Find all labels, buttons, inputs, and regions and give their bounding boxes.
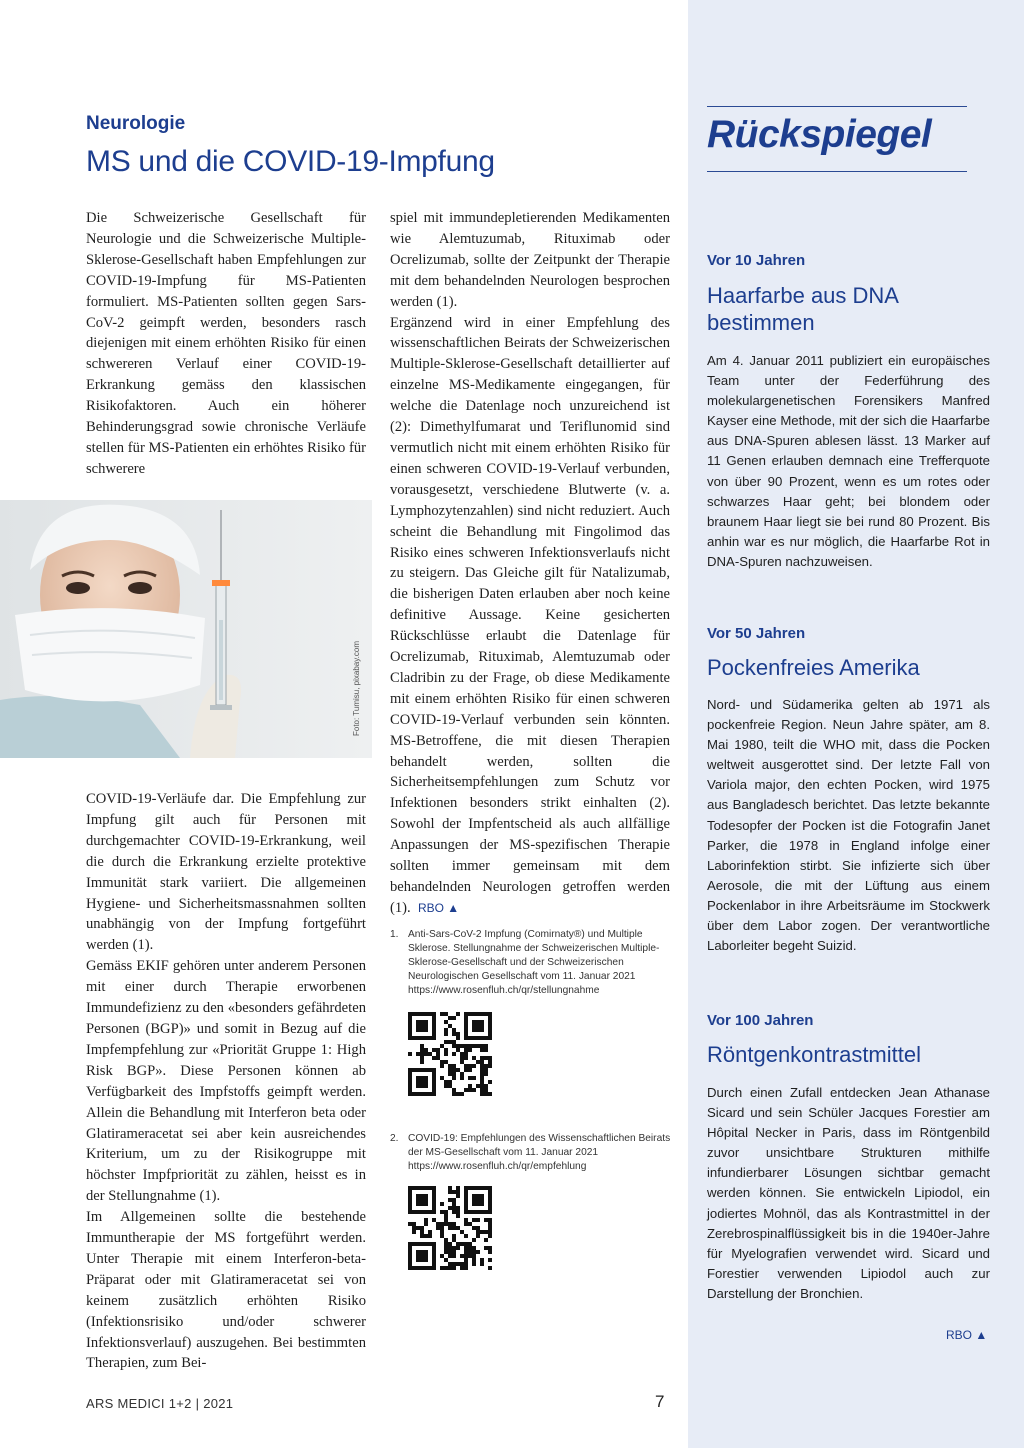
- reference-link[interactable]: https://www.rosenfluh.ch/qr/empfehlung: [408, 1161, 587, 1173]
- reference-1: [390, 928, 672, 998]
- divider: [707, 171, 967, 172]
- article-column-1-top: [86, 208, 366, 480]
- article-column-1-bottom: [86, 789, 366, 1374]
- paragraph-text: Ergänzend wird in einer Empfehlung des wissenschaftlichen Beirats der Schweizerischen Multiple-Sklerose-Gesellschaft detaillierter auf einzelne MS-Medikamente eingegangen, für welche die Datenlage noch unzureichend ist (2): Dimethylfumarat und Teriflunomid sind vermutlich nicht mit einem erhöhten Risiko für einen schweren COVID-19-Verlauf verbunden, vorausgesetzt, verschiedene Blutwerte (v. a. Lymphozytenzahlen) sind nicht reduziert. Auch scheint die Behandlung mit Fingolimod das Risiko eines schweren Infektionsverlaufs nicht zu steigern. Das Gleiche gilt für Natalizumab, die bisherigen Daten erlauben aber noch keine definitive Aussage. Keine gesicherten Rückschlüsse erlaubt die Datenlage für Ocrelizumab, Rituximab, Alemtuzumab oder Cladribin zu der Frage, ob diese Medikamente mit einem erhöhten Risiko für einen schweren COVID-19-Verlauf verbunden sein könnten. MS-Betroffene, die mit diesen Therapien behandelt werden, sollten die Sicherheitsempfehlungen zum Schutz vor Infektionen besonders strikt einhalten (2). Sowohl der Impfentscheid als auch allfällige Anpassungen der MS-spezifischen Therapie sollten immer gemeinsam mit dem behandelnden Neurologen getroffen werden (1).: [390, 314, 670, 916]
- reference-text: Anti-Sars-CoV-2 Impfung (Comirnaty®) und Multiple Sklerose. Stellungnahme der Schweizerischen Multiple-Sklerose-Gesellschaft und der Schweizerischen Neurologischen Gesellschaft vom 11. Januar 2021: [408, 929, 660, 983]
- sidebar-item-body: Nord- und Südamerika gelten ab 1971 als pockenfreie Region. Neun Jahre später, am 8. Mai 1980, teilt die WHO mit, dass die Pocken weltweit ausgerottet sind. Der letzte Fall von Variola major, den echten Pocken, wird 1975 aus Bangladesch berichtet. Das letzte bekannte Todesopfer der Pocken ist die Fotografin Janet Parker, die 1978 in England infolge einer Laborinfektion stirbt. Sie infizierte sich über Aerosole, die mit der Lüftung aus einem Pockenlabor in ihre Arbeitsräume im Stockwerk über dem Labor zogen. Der verantwortliche Laborleiter begeht Suizid.: [707, 697, 990, 954]
- sidebar-item-label: Vor 10 Jahren: [707, 252, 806, 269]
- author-sign: RBO ▲: [417, 900, 460, 915]
- sidebar-item-title: Pockenfreies Amerika: [707, 655, 920, 680]
- sidebar-item-body: Durch einen Zufall entdecken Jean Athanase Sicard und sein Schüler Jacques Forestier am Hôpital Necker in Paris, dass im Röntgenbild zuvor unsichtbare Strukturen mithilfe infundierbarer Lösungen sichtbar gemacht werden können. Sie entwickeln Lipiodol, ein jodiertes Mohnöl, das als Kontrastmittel in der Zerebrospinalflüssigkeit bis in die 1940er-Jahre für Myelografien verwendet wird. Sicard und Forestier verwenden Lipiodol auch zur Darstellung der Bronchien.: [707, 1085, 990, 1301]
- paragraph: Die Schweizerische Gesellschaft für Neurologie und die Schweizerische Multiple-Sklerose-Gesellschaft haben Empfehlungen zur COVID-19-Impfung für MS-Patienten formuliert. MS-Patienten sollten gegen Sars-CoV-2 geimpft werden, besonders rasch diejenigen mit einem erhöhten Risiko für einen schwereren Verlauf einer COVID-19-Erkrankung gemäss den klassischen Risikofaktoren. Auch ein höherer Behinderungsgrad sowie chronische Verläufe stellen für MS-Patienten ein erhöhtes Risiko für schwerere: [86, 210, 366, 477]
- sidebar-title: Rückspiegel: [707, 113, 932, 156]
- article-column-2: [390, 208, 670, 919]
- sidebar-item-title: Haarfarbe aus DNA bestimmen: [707, 283, 898, 335]
- sidebar-item-body: Am 4. Januar 2011 publiziert ein europäisches Team unter der Federführung des molekulargenetischen Forensikers Manfred Kayser eine Methode, mit der sich die Haarfarbe aus DNA-Spuren ablesen lässt. 13 Marker auf 11 Genen erlauben demnach eine Trefferquote von über 90 Prozent, wenn es um rotes oder schwarzes Haar geht; bei blondem oder braunem Haar liegt sie bei rund 80 Prozent. Bis anhin war es nur möglich, die Haarfarbe Rot in DNA-Spuren nachzuweisen.: [707, 353, 990, 569]
- paragraph: Im Allgemeinen sollte die bestehende Immuntherapie der MS fortgeführt werden. Unter Therapie mit einem Interferon-beta-Präparat oder mit Glatirameracetat sei von keinem zusätzlich erhöhten Risiko (Infektionsrisiko und/oder schwerer Infektionsverlauf) auszugehen. Bei bestimmten Therapien, zum Bei-: [86, 1209, 366, 1372]
- reference-number: 1.: [390, 929, 399, 940]
- nurse-syringe-photo: [0, 500, 372, 758]
- sidebar-item-label: Vor 100 Jahren: [707, 1012, 814, 1029]
- paragraph: spiel mit immundepletierenden Medikamenten wie Alemtuzumab, Rituximab oder Ocrelizumab, sollte der Zeitpunkt der Therapie mit dem behandelnden Neurologen besprochen werden (1).: [390, 210, 670, 310]
- qr-code-icon[interactable]: [408, 1012, 492, 1096]
- paragraph: COVID-19-Verläufe dar. Die Empfehlung zur Impfung gilt auch für Personen mit durchgemachter COVID-19-Erkrankung, weil die durch die Erkrankung erzielte protektive Immunität stark variiert. Die allgemeinen Hygiene- und Sicherheitsmassnahmen sollten unabhängig von der Impfung fortgeführt werden (1).: [86, 791, 366, 954]
- reference-link[interactable]: https://www.rosenfluh.ch/qr/stellungnahme: [408, 985, 600, 997]
- section-label: Neurologie: [86, 113, 186, 134]
- sidebar-item-label: Vor 50 Jahren: [707, 625, 806, 642]
- sidebar-item-title: Röntgenkontrastmittel: [707, 1042, 921, 1067]
- photo-credit: Foto: Tumisu, pixabay.com: [352, 641, 361, 736]
- page-number: 7: [655, 1392, 665, 1411]
- reference-number: 2.: [390, 1133, 399, 1144]
- paragraph: [390, 313, 670, 919]
- author-sign: RBO ▲: [946, 1328, 988, 1342]
- reference-text: COVID-19: Empfehlungen des Wissenschaftlichen Beirats der MS-Gesellschaft vom 11. Januar 2021: [408, 1133, 671, 1159]
- paragraph: Gemäss EKIF gehören unter anderem Personen mit einer durch Therapie erworbenen Immundefizienz zu den «besonders gefährdeten Personen (BGP)» und somit in Bezug auf die Impfempfehlung zur «Priorität Gruppe 1: High Risk BGP». Diese Personen können ab Verfügbarkeit des Impfstoffs geimpft werden. Allein die Behandlung mit Interferon beta oder Glatirameracetat sei aber kein ausreichendes Kriterium, um zu der Risikogruppe mit höchster Impfpriorität zu zählen, heisst es in der Stellungnahme (1).: [86, 958, 366, 1205]
- article-title: MS und die COVID-19-Impfung: [86, 145, 495, 178]
- reference-2: [390, 1132, 672, 1174]
- photo-illustration: [0, 500, 372, 758]
- qr-code-icon[interactable]: [408, 1186, 492, 1270]
- footer-journal: ARS MEDICI 1+2 | 2021: [86, 1396, 234, 1411]
- divider: [707, 106, 967, 107]
